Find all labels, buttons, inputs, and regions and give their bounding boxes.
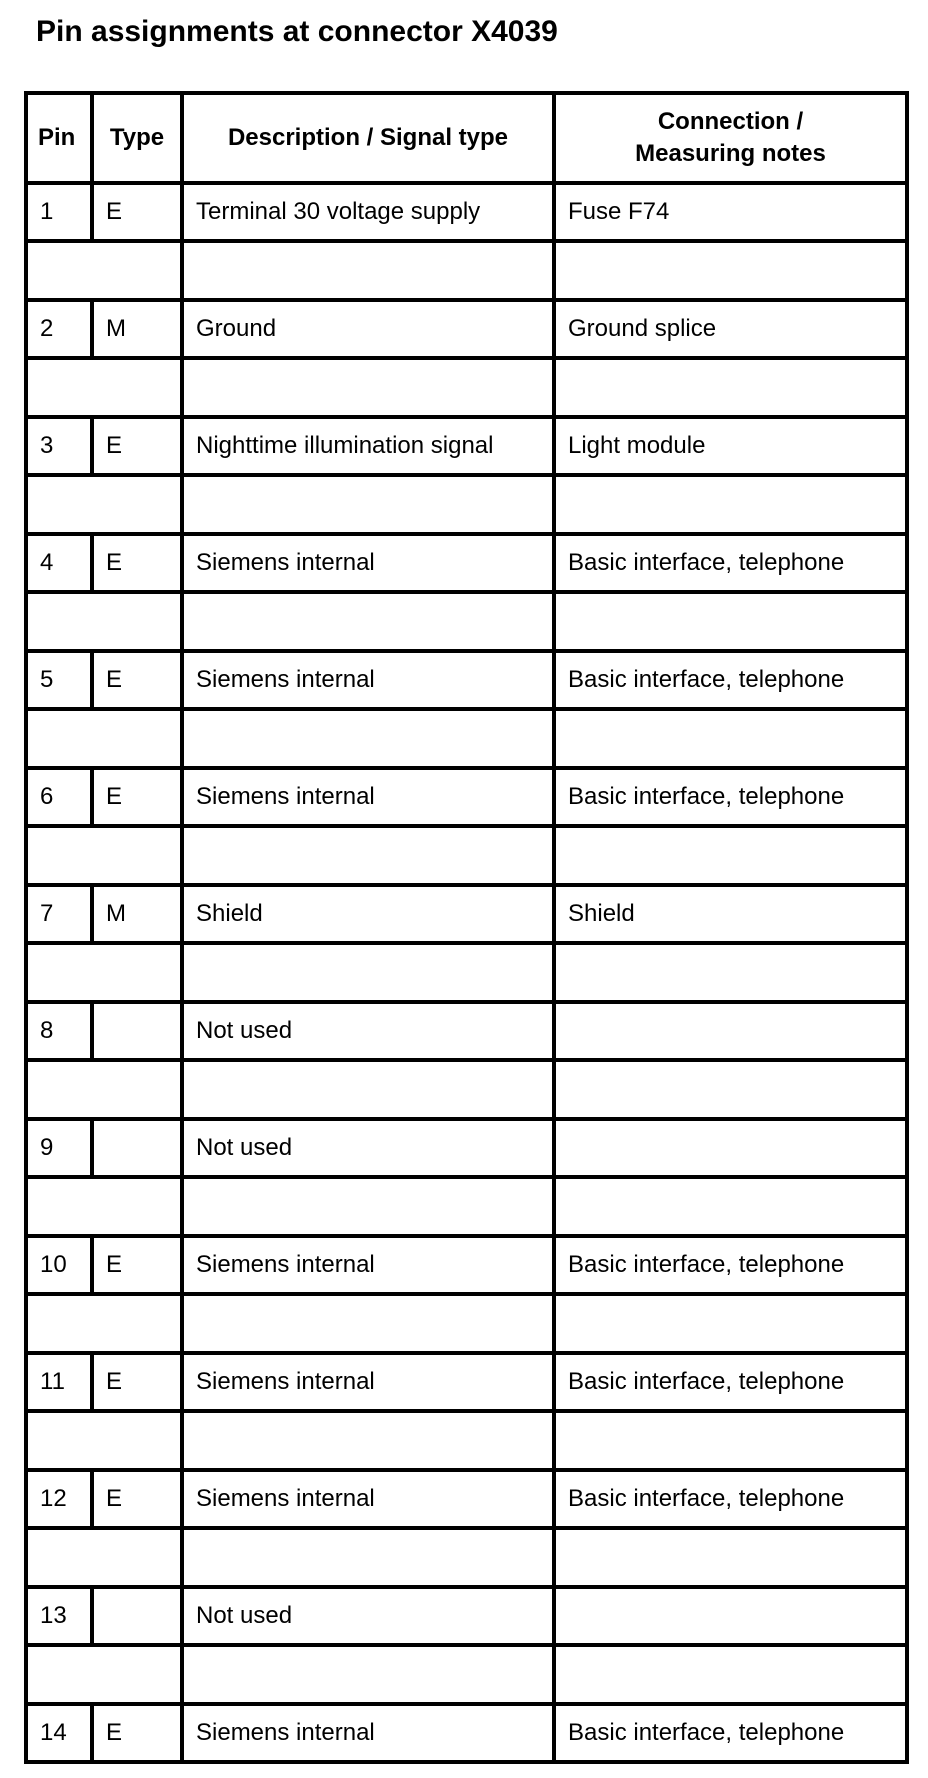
spacer-row [26, 475, 907, 534]
pin-assignment-table [24, 91, 909, 1764]
spacer-cell [554, 1528, 907, 1587]
connection-cell: Basic interface, telephone [554, 651, 907, 709]
header-type: Type [92, 93, 182, 183]
spacer-cell [182, 1060, 554, 1119]
description-cell: Siemens internal [182, 1704, 554, 1762]
header-connection [554, 93, 907, 183]
description-cell: Siemens internal [182, 534, 554, 592]
connection-cell: Basic interface, telephone [554, 1470, 907, 1528]
pin-cell: 9 [26, 1119, 92, 1177]
table-row [26, 1353, 907, 1411]
connection-cell: Basic interface, telephone [554, 1236, 907, 1294]
type-cell: E [92, 1353, 182, 1411]
pin-cell: 5 [26, 651, 92, 709]
table-body [26, 183, 907, 1762]
spacer-cell [26, 709, 182, 768]
pin-cell: 11 [26, 1353, 92, 1411]
description-cell: Not used [182, 1587, 554, 1645]
connection-cell [554, 1587, 907, 1645]
pin-cell: 6 [26, 768, 92, 826]
spacer-cell [26, 358, 182, 417]
connection-cell [554, 1119, 907, 1177]
spacer-row [26, 1177, 907, 1236]
table-row [26, 1002, 907, 1060]
connection-cell: Basic interface, telephone [554, 534, 907, 592]
spacer-cell [554, 709, 907, 768]
spacer-cell [182, 241, 554, 300]
spacer-row [26, 1294, 907, 1353]
table-row [26, 1470, 907, 1528]
pin-cell: 12 [26, 1470, 92, 1528]
pin-cell: 7 [26, 885, 92, 943]
connection-cell: Basic interface, telephone [554, 1704, 907, 1762]
header-pin: Pin [26, 93, 92, 183]
type-cell: E [92, 1704, 182, 1762]
description-cell: Terminal 30 voltage supply [182, 183, 554, 241]
table-row [26, 651, 907, 709]
pin-cell: 1 [26, 183, 92, 241]
description-cell: Siemens internal [182, 1236, 554, 1294]
type-cell [92, 1119, 182, 1177]
spacer-cell [26, 1177, 182, 1236]
spacer-cell [26, 1645, 182, 1704]
spacer-cell [26, 1528, 182, 1587]
description-cell: Siemens internal [182, 1353, 554, 1411]
description-cell: Ground [182, 300, 554, 358]
spacer-row [26, 1411, 907, 1470]
spacer-cell [182, 1411, 554, 1470]
description-cell: Not used [182, 1119, 554, 1177]
type-cell [92, 1002, 182, 1060]
spacer-cell [26, 1411, 182, 1470]
type-cell: E [92, 1236, 182, 1294]
type-cell [92, 1587, 182, 1645]
spacer-cell [182, 358, 554, 417]
spacer-row [26, 1060, 907, 1119]
spacer-row [26, 826, 907, 885]
spacer-cell [26, 241, 182, 300]
description-cell: Shield [182, 885, 554, 943]
spacer-row [26, 1645, 907, 1704]
connection-cell: Fuse F74 [554, 183, 907, 241]
spacer-cell [182, 943, 554, 1002]
type-cell: E [92, 651, 182, 709]
spacer-cell [554, 1411, 907, 1470]
page-title: Pin assignments at connector X4039 [36, 15, 558, 48]
spacer-cell [554, 592, 907, 651]
table-row [26, 885, 907, 943]
type-cell: E [92, 768, 182, 826]
spacer-cell [182, 1294, 554, 1353]
spacer-cell [554, 475, 907, 534]
spacer-cell [554, 241, 907, 300]
table-row [26, 183, 907, 241]
spacer-cell [554, 826, 907, 885]
connection-cell: Light module [554, 417, 907, 475]
spacer-cell [26, 826, 182, 885]
connection-cell: Ground splice [554, 300, 907, 358]
pin-cell: 13 [26, 1587, 92, 1645]
spacer-cell [182, 1645, 554, 1704]
pin-cell: 4 [26, 534, 92, 592]
description-cell: Nighttime illumination signal [182, 417, 554, 475]
spacer-cell [26, 592, 182, 651]
spacer-cell [26, 1294, 182, 1353]
spacer-cell [182, 826, 554, 885]
spacer-cell [554, 943, 907, 1002]
spacer-cell [26, 943, 182, 1002]
table-row [26, 768, 907, 826]
table-row [26, 1587, 907, 1645]
spacer-row [26, 592, 907, 651]
connection-cell: Basic interface, telephone [554, 768, 907, 826]
header-connection-line1: Connection / [657, 108, 804, 135]
connection-cell: Basic interface, telephone [554, 1353, 907, 1411]
type-cell: M [92, 300, 182, 358]
spacer-cell [182, 1177, 554, 1236]
table-row [26, 1119, 907, 1177]
spacer-cell [554, 1177, 907, 1236]
connection-cell [554, 1002, 907, 1060]
spacer-cell [182, 592, 554, 651]
description-cell: Siemens internal [182, 1470, 554, 1528]
spacer-cell [182, 1528, 554, 1587]
spacer-cell [182, 709, 554, 768]
description-cell: Not used [182, 1002, 554, 1060]
pin-cell: 14 [26, 1704, 92, 1762]
description-cell: Siemens internal [182, 768, 554, 826]
table-row [26, 1704, 907, 1762]
pin-cell: 2 [26, 300, 92, 358]
table-row [26, 417, 907, 475]
header-connection-line2: Measuring notes [635, 140, 826, 167]
pin-cell: 8 [26, 1002, 92, 1060]
table-row [26, 300, 907, 358]
type-cell: E [92, 534, 182, 592]
pin-cell: 3 [26, 417, 92, 475]
table-header-row [26, 93, 907, 183]
spacer-row [26, 943, 907, 1002]
spacer-row [26, 358, 907, 417]
pin-cell: 10 [26, 1236, 92, 1294]
table-row [26, 534, 907, 592]
spacer-row [26, 241, 907, 300]
spacer-cell [26, 475, 182, 534]
connection-cell: Shield [554, 885, 907, 943]
spacer-cell [554, 1645, 907, 1704]
header-description: Description / Signal type [182, 93, 554, 183]
spacer-cell [182, 475, 554, 534]
type-cell: E [92, 183, 182, 241]
spacer-row [26, 709, 907, 768]
type-cell: E [92, 417, 182, 475]
table-row [26, 1236, 907, 1294]
spacer-cell [554, 1294, 907, 1353]
type-cell: M [92, 885, 182, 943]
spacer-cell [26, 1060, 182, 1119]
description-cell: Siemens internal [182, 651, 554, 709]
spacer-cell [554, 358, 907, 417]
spacer-row [26, 1528, 907, 1587]
spacer-cell [554, 1060, 907, 1119]
type-cell: E [92, 1470, 182, 1528]
